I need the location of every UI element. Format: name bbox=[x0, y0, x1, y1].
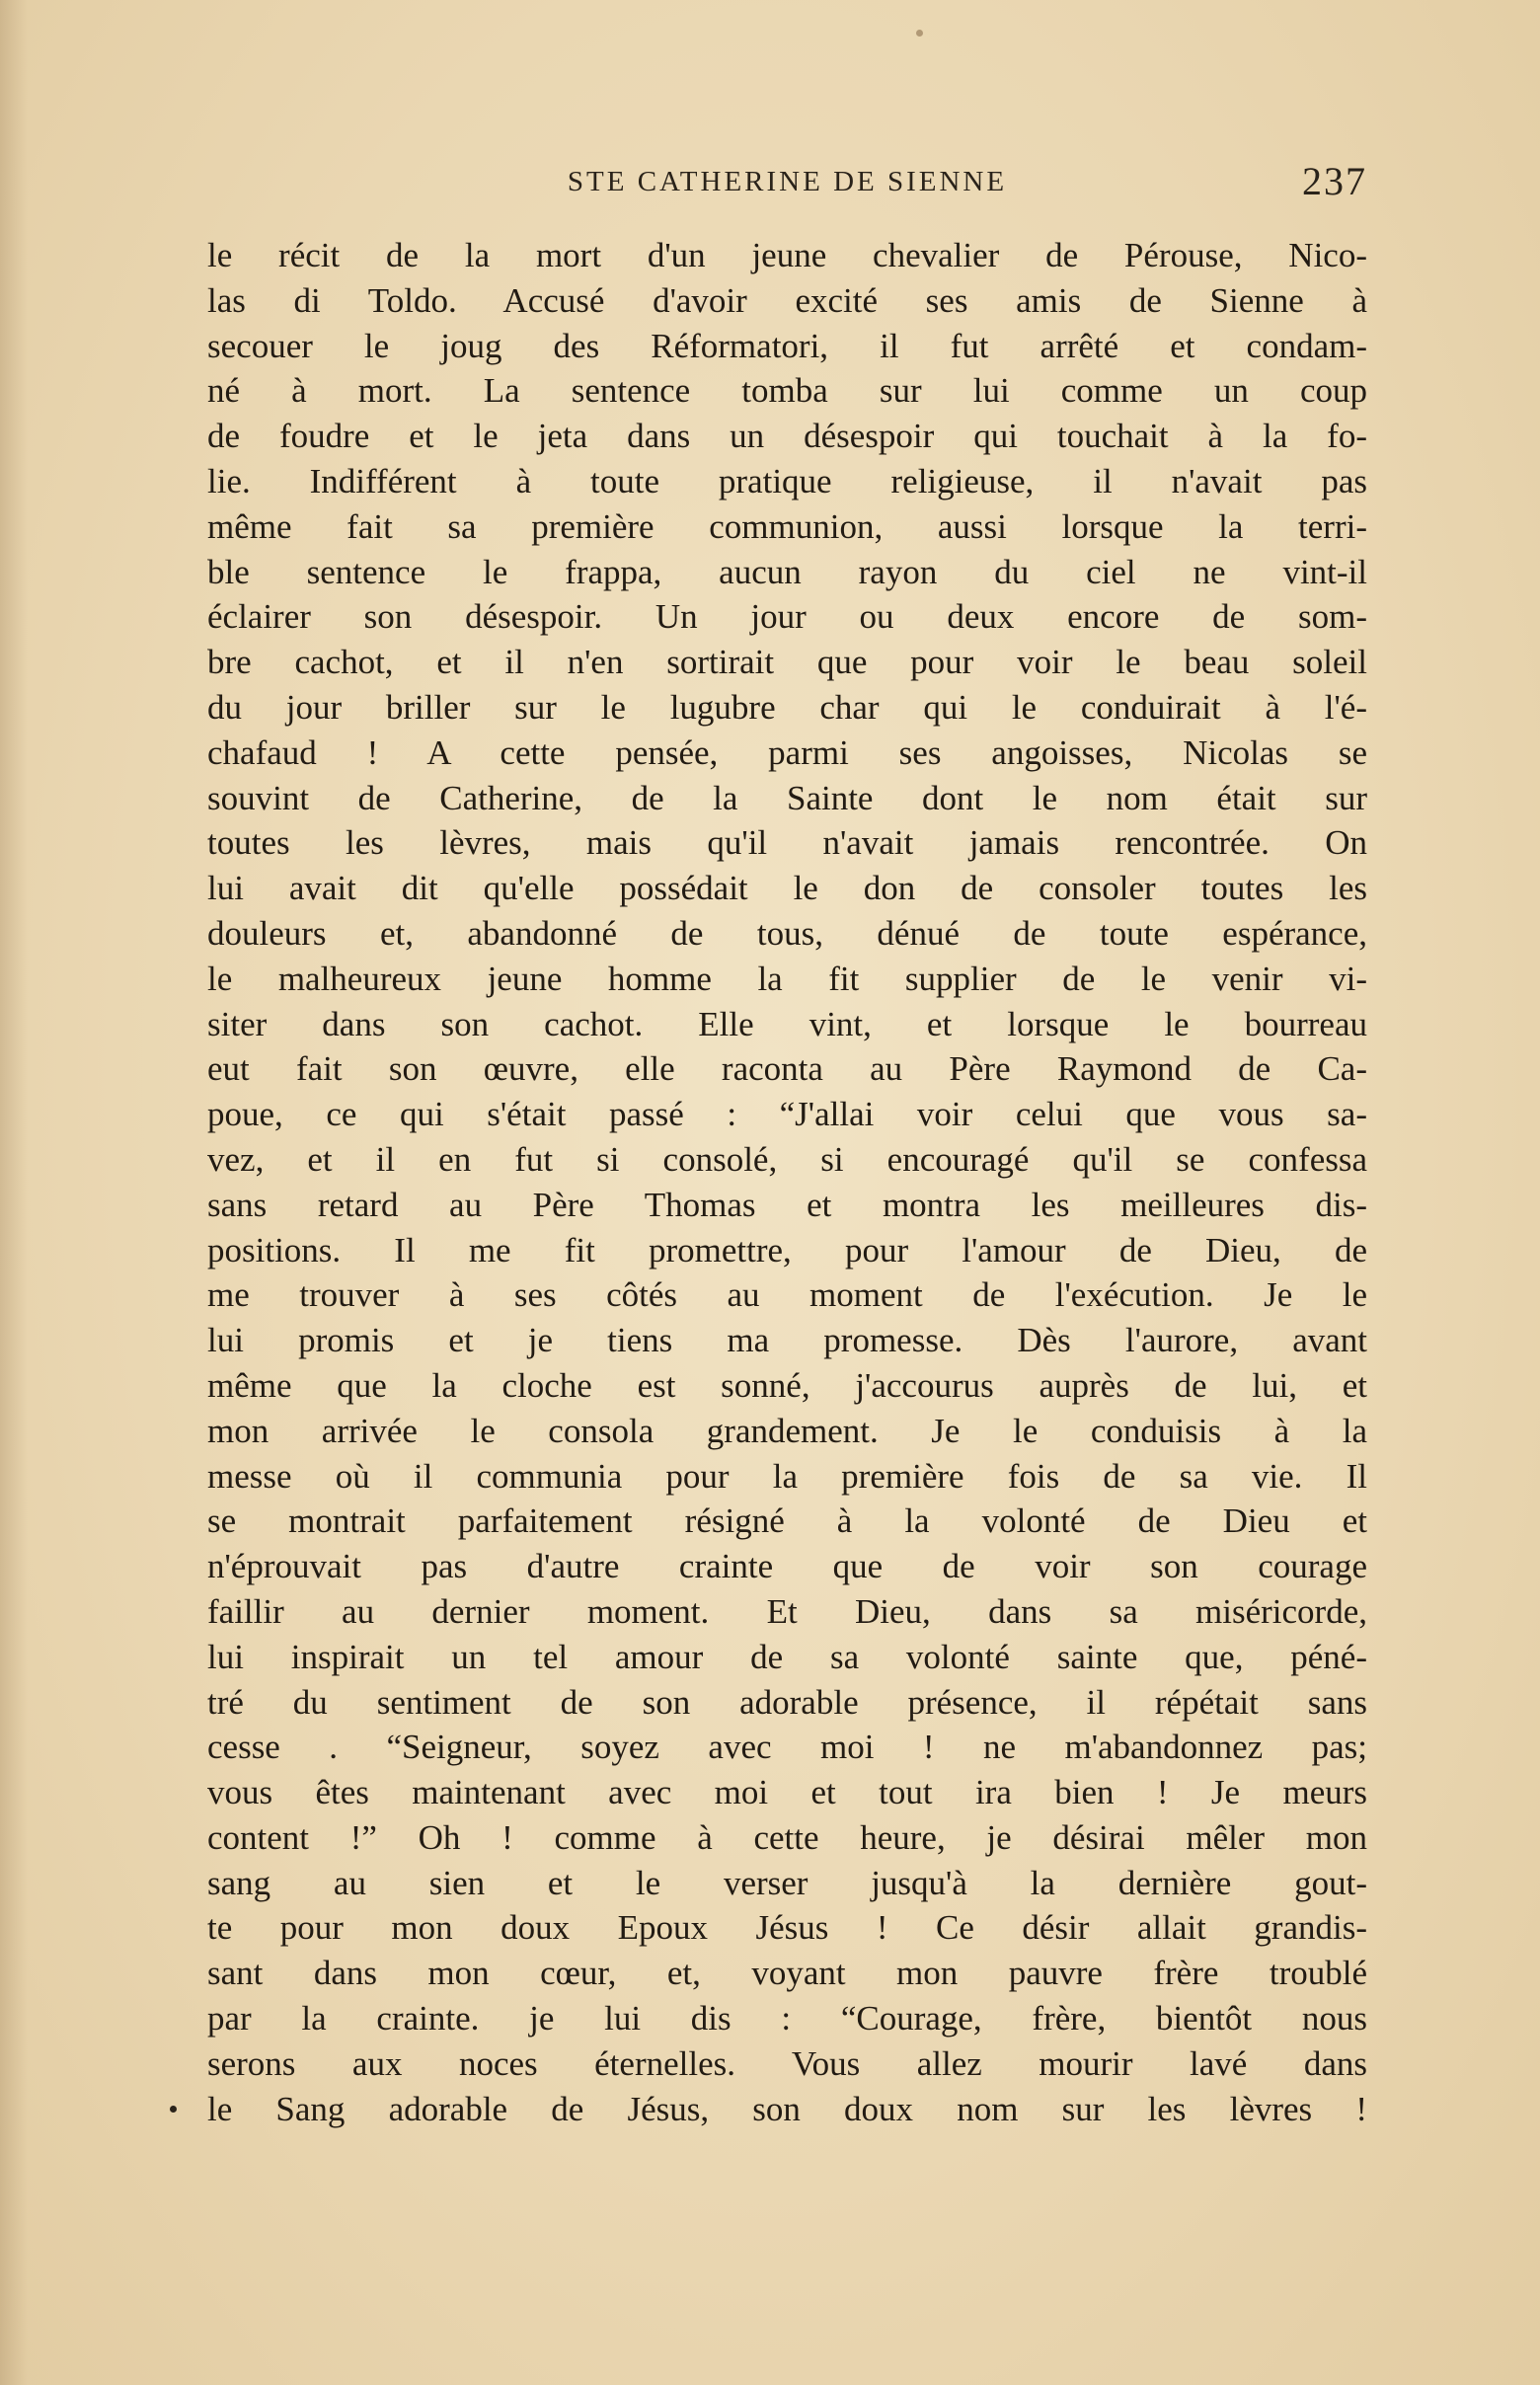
text-line: cesse . “Seigneur, soyez avec moi ! ne m'abandonnez pas; bbox=[207, 1728, 1367, 1767]
text-line: tré du sentiment de son adorable présence, il répétait sans bbox=[207, 1682, 1367, 1722]
text-line: par la crainte. je lui dis : “Courage, frère, bientôt nous bbox=[207, 1999, 1367, 2039]
text-line: lie. Indifférent à toute pratique religieuse, il n'avait pas bbox=[207, 461, 1367, 500]
text-line: te pour mon doux Epoux Jésus ! Ce désir allait grandis- bbox=[207, 1908, 1367, 1948]
text-line: sang au sien et le verser jusqu'à la dernière gout- bbox=[207, 1863, 1367, 1902]
text-line: lui inspirait un tel amour de sa volonté sainte que, péné- bbox=[207, 1637, 1367, 1676]
text-line: mon arrivée le consola grandement. Je le conduisis à la bbox=[207, 1411, 1367, 1450]
text-line: faillir au dernier moment. Et Dieu, dans sa miséricorde, bbox=[207, 1591, 1367, 1631]
text-line: né à mort. La sentence tomba sur lui comme un coup bbox=[207, 371, 1367, 411]
text-line: même que la cloche est sonné, j'accourus auprès de lui, et bbox=[207, 1365, 1367, 1405]
text-line: content !” Oh ! comme à cette heure, je désirai mêler mon bbox=[207, 1817, 1367, 1857]
text-line: souvint de Catherine, de la Sainte dont le nom était sur bbox=[207, 778, 1367, 817]
text-line: sant dans mon cœur, et, voyant mon pauvre frère troublé bbox=[207, 1954, 1367, 1993]
text-line: toutes les lèvres, mais qu'il n'avait jamais rencontrée. On bbox=[207, 823, 1367, 863]
header-title: STE CATHERINE DE SIENNE bbox=[567, 166, 1008, 197]
text-line: secouer le joug des Réformatori, il fut arrêté et condam- bbox=[207, 326, 1367, 365]
text-line: du jour briller sur le lugubre char qui le conduirait à l'é- bbox=[207, 687, 1367, 727]
text-line: sans retard au Père Thomas et montra les meilleures dis- bbox=[207, 1185, 1367, 1224]
text-line: ble sentence le frappa, aucun rayon du ciel ne vint-il bbox=[207, 552, 1367, 591]
text-line: de foudre et le jeta dans un désespoir qui touchait à la fo- bbox=[207, 417, 1367, 456]
text-line: positions. Il me fit promettre, pour l'amour de Dieu, de bbox=[207, 1230, 1367, 1269]
text-line: chafaud ! A cette pensée, parmi ses angoisses, Nicolas se bbox=[207, 732, 1367, 772]
text-line: eut fait son œuvre, elle raconta au Père Raymond de Ca- bbox=[207, 1049, 1367, 1089]
text-line: le Sang adorable de Jésus, son doux nom sur les lèvres ! bbox=[207, 2089, 1367, 2128]
text-line: même fait sa première communion, aussi lorsque la terri- bbox=[207, 506, 1367, 546]
text-line: le malheureux jeune homme la fit supplier de le venir vi- bbox=[207, 959, 1367, 998]
body-text bbox=[207, 233, 1367, 2131]
text-line: douleurs et, abandonné de tous, dénué de toute espérance, bbox=[207, 913, 1367, 953]
running-head bbox=[207, 158, 1367, 207]
text-line: me trouver à ses côtés au moment de l'exécution. Je le bbox=[207, 1275, 1367, 1315]
text-line: se montrait parfaitement résigné à la volonté de Dieu et bbox=[207, 1501, 1367, 1541]
text-line: le récit de la mort d'un jeune chevalier de Pérouse, Nico- bbox=[207, 236, 1367, 274]
text-line: siter dans son cachot. Elle vint, et lorsque le bourreau bbox=[207, 1004, 1367, 1043]
text-line: bre cachot, et il n'en sortirait que pour voir le beau soleil bbox=[207, 643, 1367, 682]
binding-shadow bbox=[0, 0, 28, 2385]
text-line: lui avait dit qu'elle possédait le don de consoler toutes les bbox=[207, 869, 1367, 908]
text-line: lui promis et je tiens ma promesse. Dès l'aurore, avant bbox=[207, 1321, 1367, 1360]
margin-dot bbox=[170, 2106, 177, 2113]
text-line: messe où il communia pour la première fois de sa vie. Il bbox=[207, 1456, 1367, 1496]
text-line: vez, et il en fut si consolé, si encouragé qu'il se confessa bbox=[207, 1139, 1367, 1179]
text-line: éclairer son désespoir. Un jour ou deux encore de som- bbox=[207, 597, 1367, 637]
paper-speck bbox=[916, 30, 923, 37]
text-line: serons aux noces éternelles. Vous allez mourir lavé dans bbox=[207, 2043, 1367, 2083]
text-line: poue, ce qui s'était passé : “J'allai voir celui que vous sa- bbox=[207, 1095, 1367, 1134]
page-number: 237 bbox=[1302, 159, 1367, 203]
text-line: las di Toldo. Accusé d'avoir excité ses amis de Sienne à bbox=[207, 280, 1367, 320]
text-line: n'éprouvait pas d'autre crainte que de voir son courage bbox=[207, 1547, 1367, 1586]
text-line: vous êtes maintenant avec moi et tout ira bien ! Je meurs bbox=[207, 1773, 1367, 1812]
